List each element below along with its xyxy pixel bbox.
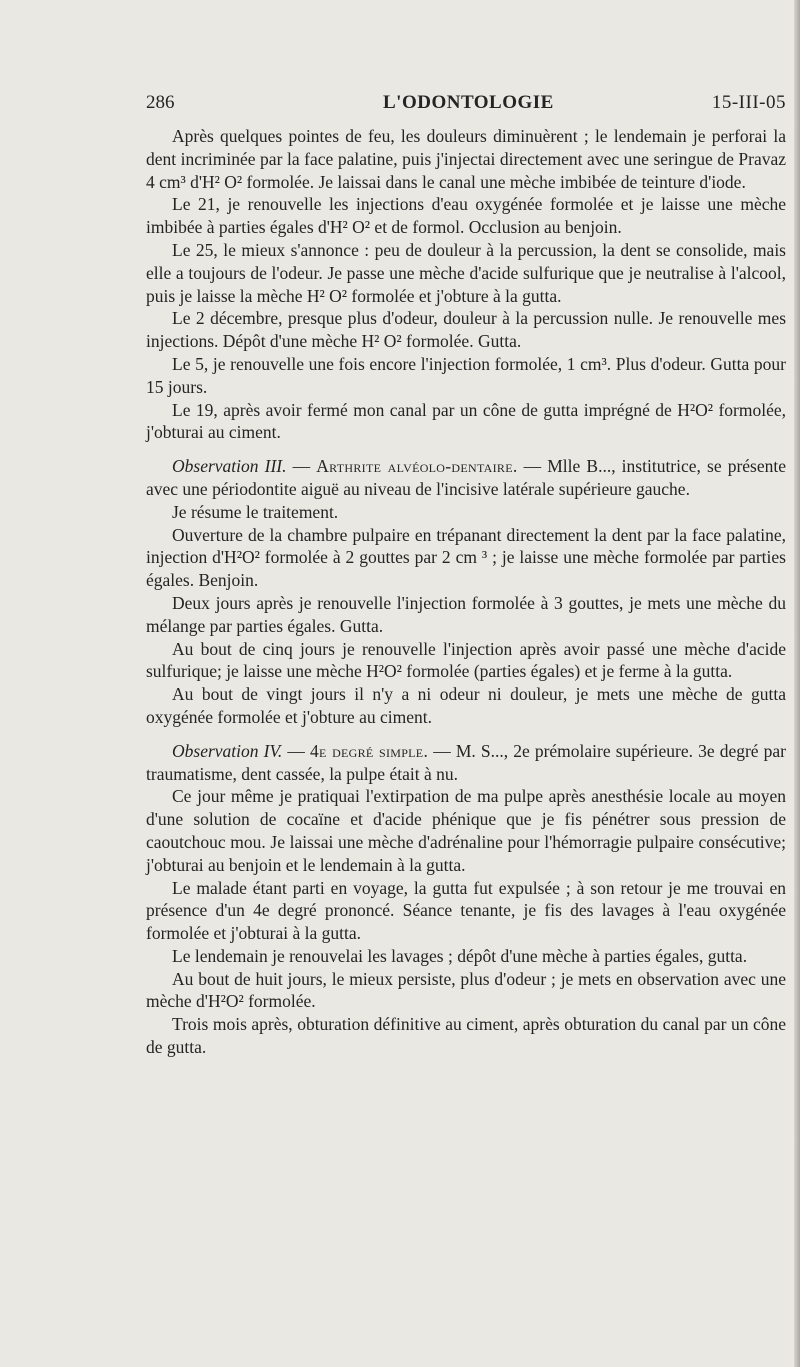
- paragraph: Le lendemain je renouvelai les lavages ; dépôt d'une mèche à parties égales, gutta.: [172, 945, 748, 966]
- observation-label: Observation IV.: [172, 740, 283, 761]
- page-number: 286: [146, 92, 175, 113]
- paragraph: Je résume le traitement.: [172, 501, 339, 522]
- paragraph: Le malade étant parti en voyage, la gutta fut expulsée ; à son retour je me trouvai en présence d'un 4e degré prononcé. Séance tenante, je fis des lavages à l'eau oxygénée formolée et j'obturai à la gutta.: [146, 877, 786, 944]
- journal-title: L'ODONTOLOGIE: [383, 92, 554, 113]
- paragraph: Au bout de vingt jours il n'y a ni odeur ni douleur, je mets une mèche de gutta oxygénée formolée et j'obture au ciment.: [146, 684, 786, 727]
- dash: —: [286, 456, 317, 477]
- paragraph: Le 25, le mieux s'annonce : peu de douleur à la percussion, la dent se consolide, mais elle a toujours de l'odeur. Je passe une mèche d'acide sulfurique que je neutralise à l'alcool, puis je laisse la mèche H² O² formolée et j'obture à la gutta.: [146, 239, 786, 306]
- paragraph: Le 5, je renouvelle une fois encore l'injection formolée, 1 cm³. Plus d'odeur. Gutta pour 15 jours.: [146, 353, 786, 397]
- paragraph: Au bout de huit jours, le mieux persiste, plus d'odeur ; je mets en observation avec une mèche d'H²O² formolée.: [146, 968, 786, 1012]
- observation-intro: — M. S..., 2e prémolaire supérieure. 3e degré par traumatisme, dent cassée, la pulpe était à nu.: [146, 740, 787, 784]
- paragraph: Après quelques pointes de feu, les douleurs diminuèrent ; le lendemain je perforai la dent incriminée par la face palatine, puis j'injectai directement avec une seringue de Pravaz 4 cm³ d'H² O² formolée. Je laissai dans le canal une mèche imbibée de teinture d'iode.: [146, 126, 786, 192]
- paragraph: Deux jours après je renouvelle l'injection formolée à 3 gouttes, je mets une mèche du mélange par parties égales. Gutta.: [146, 592, 786, 636]
- book-page: [146, 92, 786, 1059]
- running-header: [146, 92, 786, 122]
- paragraph: Au bout de cinq jours je renouvelle l'injection après avoir passé une mèche d'acide sulfurique; je laisse une mèche H²O² formolée (parties égales) et je ferme à la gutta.: [146, 638, 786, 682]
- paragraph: Le 2 décembre, presque plus d'odeur, douleur à la percussion nulle. Je renouvelle mes injections. Dépôt d'une mèche H² O² formolée. Gutta.: [146, 308, 786, 352]
- paragraph: Trois mois après, obturation définitive au ciment, après obturation du canal par un cône de gutta.: [146, 1014, 786, 1058]
- observation-intro: — Mlle B..., institutrice, se présente avec une périodontite aiguë au niveau de l'incisive latérale supérieure gauche.: [146, 456, 787, 499]
- page-edge-shadow: [794, 0, 800, 1367]
- observation-label: Observation III.: [172, 456, 287, 477]
- observation-title: 4e degré simple.: [309, 740, 429, 761]
- paragraph: Le 19, après avoir fermé mon canal par un cône de gutta imprégné de H²O² formolée, j'obturai au ciment.: [146, 399, 786, 443]
- paragraph: Ce jour même je pratiquai l'extirpation de ma pulpe après anesthésie locale au moyen d'une solution de cocaïne et d'acide phénique que je fis pénétrer sous pression de caoutchouc mou. Je laissai une mèche d'adrénaline pour l'hémorragie pulpaire consécutive; j'obturai au benjoin et le lendemain à la gutta.: [146, 786, 786, 875]
- article-body: [146, 125, 786, 1059]
- observation-3-heading: [146, 455, 786, 501]
- observation-title: Arthrite alvéolo-dentaire.: [316, 456, 518, 477]
- dash: —: [282, 740, 310, 761]
- paragraph: Le 21, je renouvelle les injections d'eau oxygénée formolée et je laisse une mèche imbibée à parties égales d'H² O² et de formol. Occlusion au benjoin.: [146, 194, 786, 238]
- observation-4-heading: [146, 740, 786, 786]
- paragraph: Ouverture de la chambre pulpaire en trépanant directement la dent par la face palatine, injection d'H²O² formolée à 2 gouttes par 2 cm ³ ; je laisse une mèche formolée par parties égales. Benjoin.: [146, 524, 786, 591]
- issue-date: 15-III-05: [711, 92, 786, 113]
